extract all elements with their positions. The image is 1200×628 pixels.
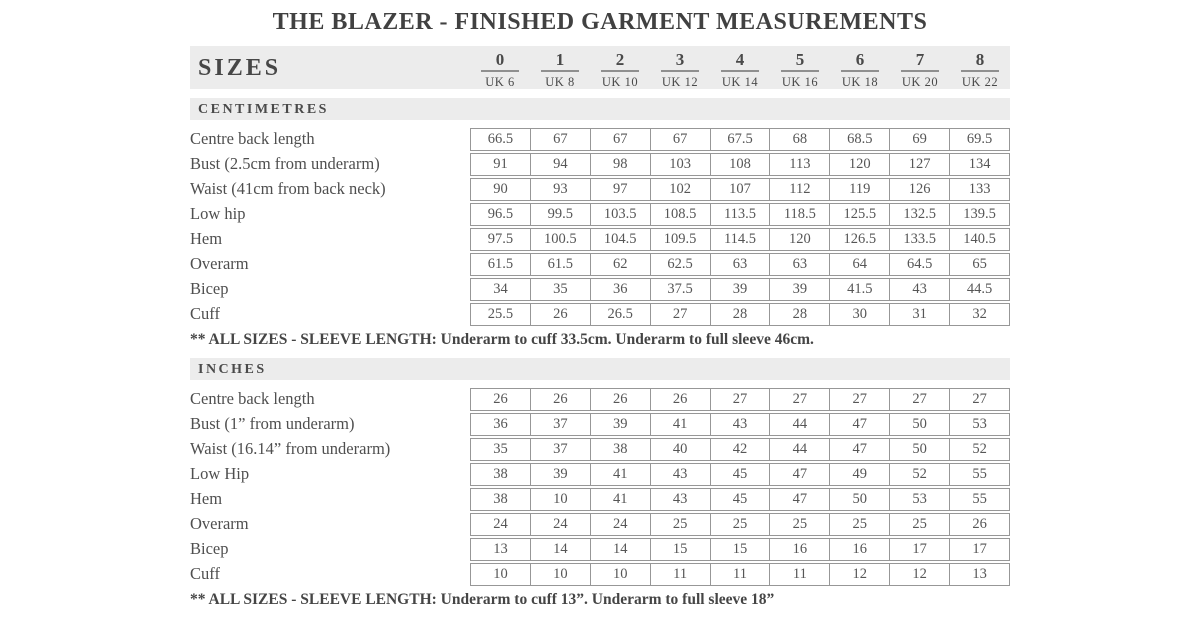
page-title: THE BLAZER - FINISHED GARMENT MEASUREMENTS <box>272 9 928 35</box>
row-cells <box>470 153 1010 176</box>
table-row <box>190 128 1010 151</box>
measurement-cell: 107 <box>710 179 770 200</box>
size-uk-label: UK 10 <box>601 75 639 89</box>
size-column <box>710 51 770 89</box>
measurement-cell: 25 <box>710 514 770 535</box>
measurement-cell: 27 <box>889 389 949 410</box>
row-label: Waist (41cm from back neck) <box>190 179 386 198</box>
measurement-cell: 24 <box>590 514 650 535</box>
measurement-cell: 14 <box>530 539 590 560</box>
measurement-cell: 108.5 <box>650 204 710 225</box>
measurement-cell: 47 <box>829 439 889 460</box>
row-cells <box>470 203 1010 226</box>
measurement-cell: 39 <box>590 414 650 435</box>
measurement-cell: 30 <box>829 304 889 325</box>
measurement-cell: 62 <box>590 254 650 275</box>
row-label: Overarm <box>190 514 249 533</box>
measurement-cell: 67 <box>590 129 650 150</box>
measurement-cell: 61.5 <box>487 256 514 272</box>
measurement-cell: 112 <box>769 179 829 200</box>
measurement-cell: 27 <box>650 304 710 325</box>
measurement-cell: 125.5 <box>829 204 889 225</box>
size-column <box>950 51 1010 89</box>
measurement-cell: 108 <box>710 154 770 175</box>
row-label: Cuff <box>190 564 220 583</box>
measurement-cell: 27 <box>710 389 770 410</box>
measurement-cell: 26.5 <box>590 304 650 325</box>
measurement-cell: 49 <box>829 464 889 485</box>
row-label: Bicep <box>190 279 229 298</box>
measurement-cell: 100.5 <box>530 229 590 250</box>
row-label: Waist (16.14” from underarm) <box>190 439 391 458</box>
measurement-cell: 10 <box>590 564 650 585</box>
row-label: Overarm <box>190 254 249 273</box>
table-row <box>190 278 1010 301</box>
measurement-cell: 35 <box>530 279 590 300</box>
row-cells <box>470 488 1010 511</box>
measurement-cell: 40 <box>650 439 710 460</box>
measurement-cell: 27 <box>769 389 829 410</box>
size-number: 2 <box>601 51 639 72</box>
measurement-cell: 37.5 <box>650 279 710 300</box>
section-header-inches: INCHES <box>190 358 1010 380</box>
row-label: Low hip <box>190 204 246 223</box>
measurement-cell: 104.5 <box>590 229 650 250</box>
measurement-cell: 94 <box>530 154 590 175</box>
row-cells <box>470 228 1010 251</box>
measurement-cell: 43 <box>889 279 949 300</box>
measurement-cell: 17 <box>889 539 949 560</box>
row-cells <box>470 413 1010 436</box>
measurement-cell: 27 <box>829 389 889 410</box>
measurement-cell: 97.5 <box>487 231 514 247</box>
size-chart-content <box>190 0 1010 609</box>
measurement-cell: 44 <box>769 414 829 435</box>
row-cells <box>470 253 1010 276</box>
row-cells <box>470 563 1010 586</box>
size-column <box>770 51 830 89</box>
measurement-cell: 16 <box>829 539 889 560</box>
measurement-cell: 127 <box>889 154 949 175</box>
measurement-cell: 43 <box>650 489 710 510</box>
measurement-cell: 97 <box>590 179 650 200</box>
table-row <box>190 463 1010 486</box>
measurement-cell: 93 <box>530 179 590 200</box>
measurement-cell: 91 <box>493 156 508 172</box>
measurement-cell: 24 <box>530 514 590 535</box>
size-uk-label: UK 14 <box>721 75 759 89</box>
size-column <box>830 51 890 89</box>
size-column <box>530 51 590 89</box>
row-cells <box>470 438 1010 461</box>
size-column <box>890 51 950 89</box>
sizes-header-bar <box>190 46 1010 89</box>
measurement-cell: 120 <box>829 154 889 175</box>
measurement-cell: 126.5 <box>829 229 889 250</box>
measurement-cell: 139.5 <box>949 204 1009 225</box>
centimetres-table <box>190 128 1010 326</box>
measurement-cell: 11 <box>650 564 710 585</box>
measurement-cell: 50 <box>829 489 889 510</box>
measurement-cell: 25 <box>829 514 889 535</box>
measurement-cell: 118.5 <box>769 204 829 225</box>
measurement-cell: 52 <box>949 439 1009 460</box>
measurement-cell: 119 <box>829 179 889 200</box>
measurement-cell: 27 <box>949 389 1009 410</box>
size-number: 5 <box>781 51 819 72</box>
sleeve-length-note-inches: ** ALL SIZES - SLEEVE LENGTH: Underarm to cuff 13”. Underarm to full sleeve 18” <box>190 591 775 608</box>
measurement-cell: 103.5 <box>590 204 650 225</box>
measurement-cell: 28 <box>710 304 770 325</box>
size-uk-label: UK 16 <box>781 75 819 89</box>
measurement-cell: 66.5 <box>487 131 514 147</box>
section-header-centimetres: CENTIMETRES <box>190 98 1010 120</box>
measurement-cell: 12 <box>889 564 949 585</box>
row-label: Cuff <box>190 304 220 323</box>
measurement-cell: 26 <box>949 514 1009 535</box>
row-cells <box>470 303 1010 326</box>
measurement-cell: 37 <box>530 414 590 435</box>
row-label: Centre back length <box>190 129 315 148</box>
measurement-cell: 26 <box>590 389 650 410</box>
measurement-cell: 41 <box>650 414 710 435</box>
table-row <box>190 388 1010 411</box>
measurement-cell: 36 <box>590 279 650 300</box>
measurement-cell: 38 <box>590 439 650 460</box>
table-row <box>190 178 1010 201</box>
row-cells <box>470 178 1010 201</box>
measurement-cell: 43 <box>650 464 710 485</box>
table-row <box>190 438 1010 461</box>
measurement-cell: 44 <box>769 439 829 460</box>
row-cells <box>470 538 1010 561</box>
row-cells <box>470 128 1010 151</box>
row-cells <box>470 388 1010 411</box>
row-label: Low Hip <box>190 464 250 483</box>
measurement-cell: 38 <box>493 491 508 507</box>
measurement-cell: 17 <box>949 539 1009 560</box>
measurement-cell: 50 <box>889 414 949 435</box>
measurement-cell: 113.5 <box>710 204 770 225</box>
size-uk-label: UK 6 <box>485 75 515 89</box>
measurement-cell: 34 <box>493 281 508 297</box>
measurement-cell: 25 <box>650 514 710 535</box>
measurement-cell: 113 <box>769 154 829 175</box>
measurement-cell: 25.5 <box>487 306 514 322</box>
row-label: Hem <box>190 229 223 248</box>
measurement-cell: 134 <box>949 154 1009 175</box>
measurement-cell: 15 <box>650 539 710 560</box>
measurement-cell: 10 <box>530 564 590 585</box>
size-number: 6 <box>841 51 879 72</box>
measurement-cell: 35 <box>493 441 508 457</box>
table-row <box>190 513 1010 536</box>
row-cells <box>470 513 1010 536</box>
measurement-cell: 26 <box>650 389 710 410</box>
table-row <box>190 253 1010 276</box>
table-row <box>190 303 1010 326</box>
measurement-cell: 55 <box>949 489 1009 510</box>
size-number: 4 <box>721 51 759 72</box>
measurement-cell: 69 <box>889 129 949 150</box>
measurement-cell: 120 <box>769 229 829 250</box>
measurement-cell: 13 <box>493 541 508 557</box>
measurement-cell: 126 <box>889 179 949 200</box>
measurement-cell: 62.5 <box>650 254 710 275</box>
size-number: 1 <box>541 51 579 72</box>
measurement-cell: 47 <box>769 464 829 485</box>
measurement-cell: 45 <box>710 464 770 485</box>
table-row <box>190 413 1010 436</box>
row-label: Centre back length <box>190 389 315 408</box>
measurement-cell: 114.5 <box>710 229 770 250</box>
measurement-cell: 109.5 <box>650 229 710 250</box>
size-uk-label: UK 18 <box>841 75 879 89</box>
measurement-cell: 47 <box>829 414 889 435</box>
measurement-cell: 103 <box>650 154 710 175</box>
measurement-cell: 16 <box>769 539 829 560</box>
measurement-cell: 96.5 <box>487 206 514 222</box>
size-number: 3 <box>661 51 699 72</box>
measurement-cell: 68 <box>769 129 829 150</box>
measurement-cell: 53 <box>949 414 1009 435</box>
size-columns <box>470 46 1010 89</box>
measurement-cell: 98 <box>590 154 650 175</box>
size-column <box>470 51 530 89</box>
measurement-cell: 10 <box>493 566 508 582</box>
row-label: Bust (1” from underarm) <box>190 414 355 433</box>
measurement-cell: 26 <box>493 391 508 407</box>
table-row <box>190 153 1010 176</box>
measurement-cell: 36 <box>493 416 508 432</box>
size-number: 7 <box>901 51 939 72</box>
measurement-cell: 61.5 <box>530 254 590 275</box>
size-column <box>650 51 710 89</box>
row-label: Bust (2.5cm from underarm) <box>190 154 380 173</box>
size-uk-label: UK 22 <box>961 75 999 89</box>
measurement-cell: 99.5 <box>530 204 590 225</box>
measurement-cell: 133 <box>949 179 1009 200</box>
measurement-cell: 41 <box>590 464 650 485</box>
measurement-cell: 42 <box>710 439 770 460</box>
measurement-cell: 28 <box>769 304 829 325</box>
table-row <box>190 228 1010 251</box>
measurement-cell: 32 <box>949 304 1009 325</box>
measurement-cell: 67.5 <box>710 129 770 150</box>
measurement-cell: 140.5 <box>949 229 1009 250</box>
measurement-cell: 50 <box>889 439 949 460</box>
measurement-cell: 90 <box>493 181 508 197</box>
measurement-cell: 68.5 <box>829 129 889 150</box>
table-row <box>190 538 1010 561</box>
measurement-cell: 37 <box>530 439 590 460</box>
table-row <box>190 488 1010 511</box>
measurement-cell: 38 <box>493 466 508 482</box>
measurement-cell: 63 <box>710 254 770 275</box>
size-uk-label: UK 8 <box>545 75 575 89</box>
measurement-cell: 11 <box>769 564 829 585</box>
size-uk-label: UK 12 <box>661 75 699 89</box>
measurement-cell: 67 <box>530 129 590 150</box>
measurement-cell: 12 <box>829 564 889 585</box>
size-column <box>590 51 650 89</box>
measurement-cell: 55 <box>949 464 1009 485</box>
inches-table <box>190 388 1010 586</box>
measurement-cell: 39 <box>710 279 770 300</box>
measurement-cell: 132.5 <box>889 204 949 225</box>
measurement-cell: 41.5 <box>829 279 889 300</box>
measurement-cell: 24 <box>493 516 508 532</box>
measurement-cell: 45 <box>710 489 770 510</box>
measurement-cell: 39 <box>769 279 829 300</box>
measurement-cell: 133.5 <box>889 229 949 250</box>
measurement-cell: 53 <box>889 489 949 510</box>
measurement-cell: 47 <box>769 489 829 510</box>
measurement-cell: 26 <box>530 389 590 410</box>
row-cells <box>470 278 1010 301</box>
measurement-cell: 31 <box>889 304 949 325</box>
measurement-cell: 67 <box>650 129 710 150</box>
measurement-cell: 64.5 <box>889 254 949 275</box>
measurement-cell: 63 <box>769 254 829 275</box>
measurement-cell: 25 <box>889 514 949 535</box>
row-cells <box>470 463 1010 486</box>
row-label: Hem <box>190 489 223 508</box>
measurement-cell: 69.5 <box>949 129 1009 150</box>
row-label: Bicep <box>190 539 229 558</box>
size-uk-label: UK 20 <box>901 75 939 89</box>
measurement-cell: 11 <box>710 564 770 585</box>
table-row <box>190 203 1010 226</box>
measurement-cell: 15 <box>710 539 770 560</box>
sleeve-length-note-cm: ** ALL SIZES - SLEEVE LENGTH: Underarm to cuff 33.5cm. Underarm to full sleeve 46cm. <box>190 331 814 348</box>
measurement-cell: 44.5 <box>949 279 1009 300</box>
measurement-cell: 52 <box>889 464 949 485</box>
size-number: 0 <box>481 51 519 72</box>
size-number: 8 <box>961 51 999 72</box>
measurement-cell: 39 <box>530 464 590 485</box>
measurement-cell: 26 <box>530 304 590 325</box>
measurement-cell: 25 <box>769 514 829 535</box>
measurement-cell: 41 <box>590 489 650 510</box>
sizes-label: SIZES <box>198 55 282 81</box>
measurement-cell: 65 <box>949 254 1009 275</box>
measurement-cell: 13 <box>949 564 1009 585</box>
measurement-cell: 64 <box>829 254 889 275</box>
measurement-cell: 14 <box>590 539 650 560</box>
measurement-cell: 43 <box>710 414 770 435</box>
measurement-cell: 102 <box>650 179 710 200</box>
measurement-cell: 10 <box>530 489 590 510</box>
table-row <box>190 563 1010 586</box>
